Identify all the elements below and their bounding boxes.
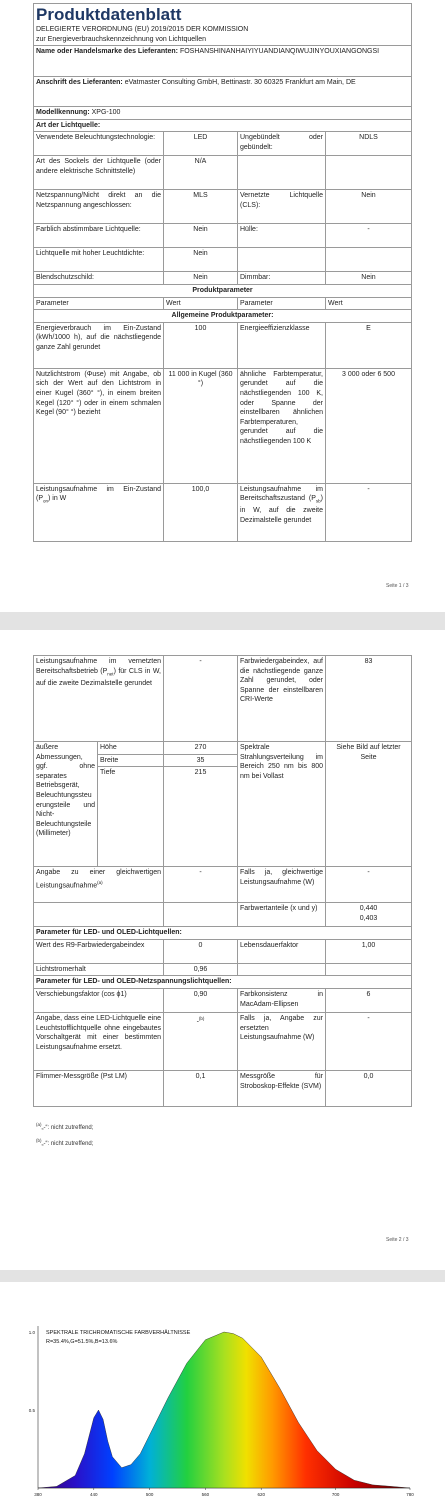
r9-value: 0 xyxy=(164,939,238,963)
on-mode-power-value: 100,0 xyxy=(164,483,238,541)
col-header-parameter-2: Parameter xyxy=(238,297,326,310)
lumen-maintenance-label: Lichtstromerhalt xyxy=(34,963,164,976)
x-tick-label: 780 xyxy=(406,1492,414,1497)
fluorescent-replacement-value: -$^{(b)}$ xyxy=(164,1012,238,1070)
tunable-value: Nein xyxy=(164,224,238,248)
cri-value: 83 xyxy=(326,656,412,742)
page-1 xyxy=(0,0,445,612)
displacement-factor-value: 0,90 xyxy=(164,988,238,1012)
col-header-value-1: Wert xyxy=(164,297,238,310)
spectrum-area xyxy=(38,1332,410,1488)
cap-type-value: N/A xyxy=(164,156,238,190)
spectral-distribution-label: Spektrale Strahlungsverteilung im Bereich 250 nm bis 800 nm bei Vollast xyxy=(238,742,326,867)
cct-value: 3 000 oder 6 500 xyxy=(326,368,412,483)
standby-power-label: Leistungsaufnahme im Bereitschaftszustand $(P_{sb})$ in W, auf die zweite Dezimalstelle gerundet xyxy=(238,483,326,541)
equivalent-power-label: Angabe zu einer gleichwertigen Leistungsaufnahme$^{(a)}$ xyxy=(34,867,164,903)
cls-value: Nein xyxy=(326,190,412,224)
equivalent-power-watts-label: Falls ja, gleichwertige Leistungsaufnahme (W) xyxy=(238,867,326,903)
stroboscopic-label: Messgröße für Stroboskop-Effekte (SVM) xyxy=(238,1070,326,1106)
lumen-maintenance-value: 0,96 xyxy=(164,963,238,976)
on-mode-power-label: Leistungsaufnahme im Ein-Zustand $(P_{on})$ in W xyxy=(34,483,164,541)
supplier-value: FOSHANSHINANHAIYIYUANDIANQIWUJINYOUXIANGONGSI xyxy=(179,48,380,56)
spectral-distribution-value: Siehe Bild auf letzter Seite xyxy=(326,742,412,867)
envelope-value: - xyxy=(326,224,412,248)
envelope-label: Hülle: xyxy=(238,224,326,248)
chromaticity-value: 0,440 0,403 xyxy=(326,903,412,927)
address-value: eVatmaster Consulting GmbH, Bettinastr. 30 60325 Frankfurt am Main, DE xyxy=(124,79,356,87)
section-light-source-type: Art der Lichtquelle: xyxy=(34,119,412,132)
address-label: Anschrift des Lieferanten: xyxy=(36,79,123,87)
footnote-a: $^{(a)}$„-“: nicht zutreffend; xyxy=(36,1122,94,1131)
cct-label: ähnliche Farbtemperatur, gerundet auf die nächstliegenden 100 K, oder Spanne der einstellbaren ähnlichen Farbtemperaturen, gerundet auf die nächstliegenden 100 K xyxy=(238,368,326,483)
cap-type-label: Art des Sockels der Lichtquelle (oder andere elektrische Schnittstelle) xyxy=(34,156,164,190)
product-parameters-heading: Produktparameter xyxy=(34,284,412,297)
displacement-factor-label: Verschiebungsfaktor (cos ϕ1) xyxy=(34,988,164,1012)
tunable-label: Farblich abstimmbare Lichtquelle: xyxy=(34,224,164,248)
y-tick-label: 1.0 xyxy=(28,1330,35,1335)
networked-standby-label: Leistungsaufnahme im vernetzten Bereitschaftsbetrieb $(P_{net})$ für CLS in W, auf die zweite Dezimalstelle gerundet xyxy=(34,656,164,742)
datasheet-table-2 xyxy=(33,655,411,1107)
cri-label: Farbwiedergabeindex, auf die nächstliegende ganze Zahl gerundet, oder Spanne der einstellbaren CRI-Werte xyxy=(238,656,326,742)
dimensions-label: äußere Abmessungen, ggf. ohne separates Betriebsgerät, Beleuchtungssteuerungsteile und Nicht-Beleuchtungsteile (Millimeter) xyxy=(34,742,98,867)
x-tick-label: 500 xyxy=(145,1492,154,1497)
col-header-parameter-1: Parameter xyxy=(34,297,164,310)
anti-glare-value: Nein xyxy=(164,272,238,285)
cls-label: Vernetzte Lichtquelle (CLS): xyxy=(238,190,326,224)
directional-label: Ungebündelt oder gebündelt: xyxy=(238,132,326,156)
colour-consistency-value: 6 xyxy=(326,988,412,1012)
footnote-b: $^{(b)}$„-“: nicht zutreffend; xyxy=(36,1138,94,1147)
standby-power-value: - xyxy=(326,483,412,541)
mains-label: Netzspannung/Nicht direkt an die Netzspannung angeschlossen: xyxy=(34,190,164,224)
lighting-technology-value: LED xyxy=(164,132,238,156)
luminous-flux-label: Nutzlichtstrom (Φuse) mit Angabe, ob sich der Wert auf den Lichtstrom in einer Kugel (360° °), in einem breiten Kegel (120° °) oder in einem schmalen Kegel (90° °) bezieht xyxy=(34,368,164,483)
networked-standby-value: - xyxy=(164,656,238,742)
width-label: Breite xyxy=(98,754,164,767)
supplier-label: Name oder Handelsmarke des Lieferanten: xyxy=(36,48,178,56)
flicker-metric-value: 0,1 xyxy=(164,1070,238,1106)
page-gap-2 xyxy=(0,1270,445,1282)
x-tick-label: 700 xyxy=(331,1492,340,1497)
height-value: 270 xyxy=(164,742,238,755)
stroboscopic-value: 0,0 xyxy=(326,1070,412,1106)
energy-consumption-label: Energieverbrauch im Ein-Zustand (kWh/1000 h), auf die nächstliegende ganze Zahl gerundet xyxy=(34,322,164,368)
spectrum-curve xyxy=(38,1332,410,1488)
directional-value: NDLS xyxy=(326,132,412,156)
luminous-flux-value: 11 000 in Kugel (360 °) xyxy=(164,368,238,483)
dimmable-value: Nein xyxy=(326,272,412,285)
energy-class-label: Energieeffizienzklasse xyxy=(238,322,326,368)
depth-value: 215 xyxy=(164,767,238,867)
equivalent-power-value: - xyxy=(164,867,238,903)
col-header-value-2: Wert xyxy=(326,297,412,310)
chart-title: SPEKTRALE TRICHROMATISCHE FARBVERHÄLTNISSE xyxy=(46,1330,191,1336)
lighting-technology-label: Verwendete Beleuchtungstechnologie: xyxy=(34,132,164,156)
x-tick-label: 620 xyxy=(257,1492,265,1497)
high-luminance-value: Nein xyxy=(164,248,238,272)
regulation-text: DELEGIERTE VERORDNUNG (EU) 2019/2015 DER KOMMISSION zur Energieverbrauchskennzeichnung von Lichtquellen xyxy=(36,26,249,43)
led-oled-section-heading: Parameter für LED- und OLED-Lichtquellen: xyxy=(34,927,412,940)
chart-subtitle: R=35.4%,G=51.5%,B=13.6% xyxy=(46,1339,118,1345)
width-value: 35 xyxy=(164,754,238,767)
survival-factor-value: 1,00 xyxy=(326,939,412,963)
energy-class-value: E xyxy=(326,322,412,368)
page-gap-1 xyxy=(0,612,445,630)
model-value: XPG-100 xyxy=(91,109,121,117)
energy-consumption-value: 100 xyxy=(164,322,238,368)
page-number-2: Seite 2 / 3 xyxy=(386,1237,409,1243)
spectrum-svg xyxy=(0,1282,445,1500)
datasheet-table-1 xyxy=(33,3,411,542)
survival-factor-label: Lebensdauerfaktor xyxy=(238,939,326,963)
colour-consistency-label: Farbkonsistenz in MacAdam-Ellipsen xyxy=(238,988,326,1012)
height-label: Höhe xyxy=(98,742,164,755)
page-2 xyxy=(0,630,445,1270)
x-tick-label: 440 xyxy=(90,1492,98,1497)
replaced-power-label: Falls ja, Angabe zur ersetzten Leistungsaufnahme (W) xyxy=(238,1012,326,1070)
depth-label: Tiefe xyxy=(98,767,164,867)
mains-led-section-heading: Parameter für LED- und OLED-Netzspannungslichtquellen: xyxy=(34,976,412,989)
equivalent-power-watts-value: - xyxy=(326,867,412,903)
replaced-power-value: - xyxy=(326,1012,412,1070)
high-luminance-label: Lichtquelle mit hoher Leuchtdichte: xyxy=(34,248,164,272)
r9-label: Wert des R9-Farbwiedergabeindex xyxy=(34,939,164,963)
mains-value: MLS xyxy=(164,190,238,224)
anti-glare-label: Blendschutzschild: xyxy=(34,272,164,285)
dimmable-label: Dimmbar: xyxy=(238,272,326,285)
x-tick-label: 560 xyxy=(201,1492,210,1497)
x-tick-label: 380 xyxy=(34,1492,42,1497)
page-title: Produktdatenblatt xyxy=(36,5,182,24)
fluorescent-replacement-label: Angabe, dass eine LED-Lichtquelle eine Leuchtstofflichtquelle ohne eingebautes Vorschaltgerät mit einer bestimmten Leistungsaufnahme ersetzt. xyxy=(34,1012,164,1070)
model-label: Modellkennung: xyxy=(36,109,90,117)
chromaticity-label: Farbwertanteile (x und y) xyxy=(238,903,326,927)
y-tick-label: 0.5 xyxy=(28,1408,35,1413)
general-parameters-heading: Allgemeine Produktparameter: xyxy=(34,310,412,323)
page-number-1: Seite 1 / 3 xyxy=(386,583,409,589)
flicker-metric-label: Flimmer-Messgröße (Pst LM) xyxy=(34,1070,164,1106)
spectrum-chart xyxy=(0,1282,445,1500)
